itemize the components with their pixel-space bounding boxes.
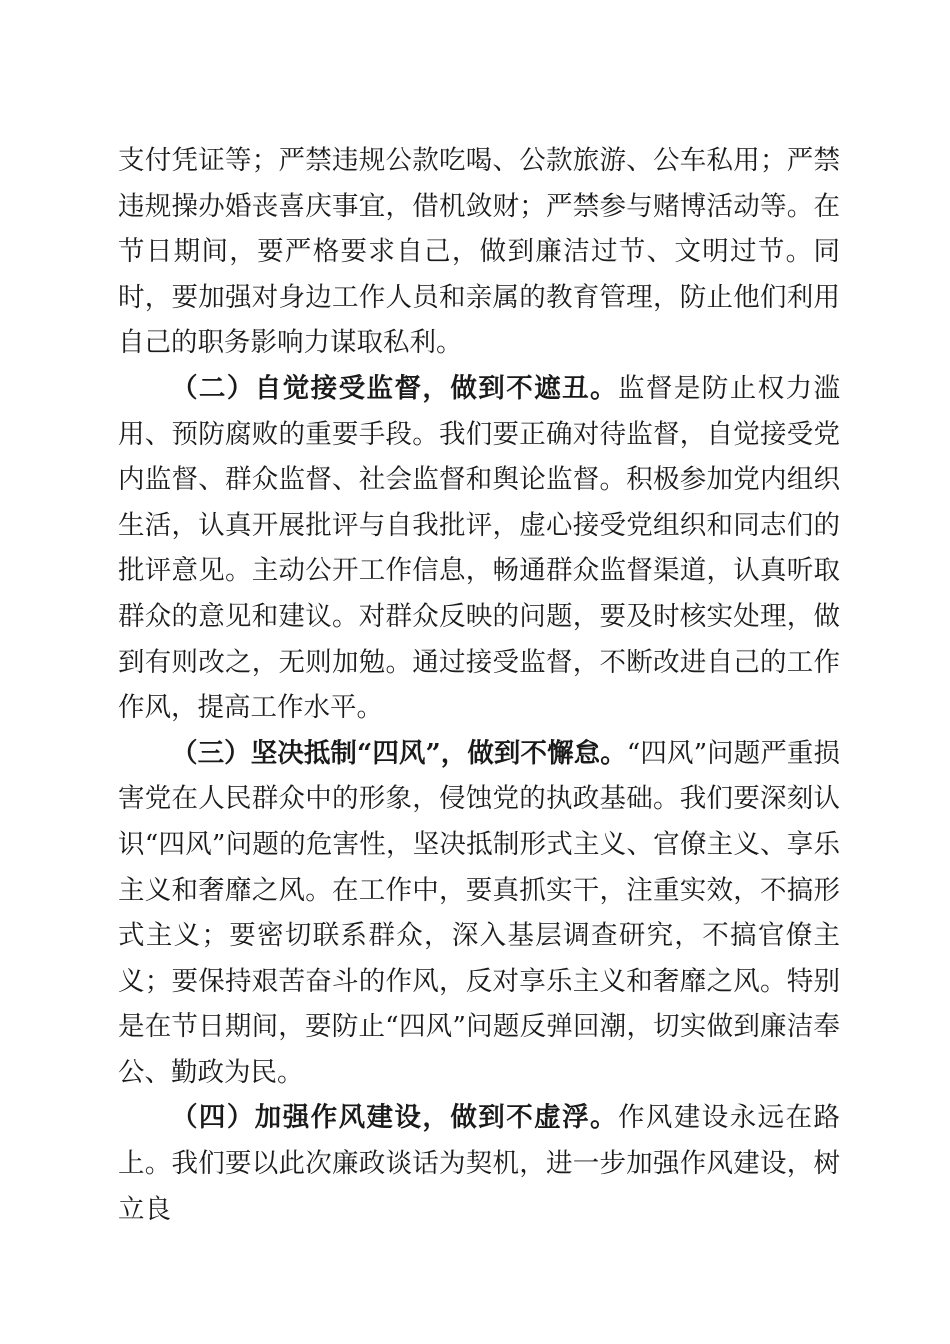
section-heading: （三）坚决抵制“四风”，做到不懈怠。 — [171, 737, 627, 769]
paragraph-section-2 — [118, 366, 840, 731]
document-page — [118, 138, 840, 1232]
paragraph-body: 支付凭证等；严禁违规公款吃喝、公款旅游、公车私用；严禁违规操办婚丧喜庆事宜，借机敛财；严禁参与赌博活动等。在节日期间，要严格要求自己，做到廉洁过节、文明过节。同时，要加强对身边工作人员和亲属的教育管理，防止他们利用自己的职务影响力谋取私利。 — [118, 145, 840, 359]
paragraph-body: 作风建设永远在路上。我们要以此次廉政谈话为契机，进一步加强作风建设，树立良 — [118, 1102, 841, 1225]
paragraph-section-3 — [118, 731, 840, 1096]
paragraph-continuation — [118, 138, 840, 366]
section-heading: （四）加强作风建设，做到不虚浮。 — [171, 1102, 618, 1134]
paragraph-body: 监督是防止权力滥用、预防腐败的重要手段。我们要正确对待监督，自觉接受党内监督、群众监督、社会监督和舆论监督。积极参加党内组织生活，认真开展批评与自我批评，虚心接受党组织和同志们的批评意见。主动公开工作信息，畅通群众监督渠道，认真听取群众的意见和建议。对群众反映的问题，要及时核实处理，做到有则改之，无则加勉。通过接受监督，不断改进自己的工作作风，提高工作水平。 — [118, 372, 841, 724]
paragraph-body: “四风”问题严重损害党在人民群众中的形象，侵蚀党的执政基础。我们要深刻认识“四风”问题的危害性，坚决抵制形式主义、官僚主义、享乐主义和奢靡之风。在工作中，要真抓实干，注重实效，不搞形式主义；要密切联系群众，深入基层调查研究，不搞官僚主义；要保持艰苦奋斗的作风，反对享乐主义和奢靡之风。特别是在节日期间，要防止“四风”问题反弹回潮，切实做到廉洁奉公、勤政为民。 — [118, 737, 840, 1088]
paragraph-section-4 — [118, 1095, 840, 1232]
section-heading: （二）自觉接受监督，做到不遮丑。 — [171, 372, 618, 404]
